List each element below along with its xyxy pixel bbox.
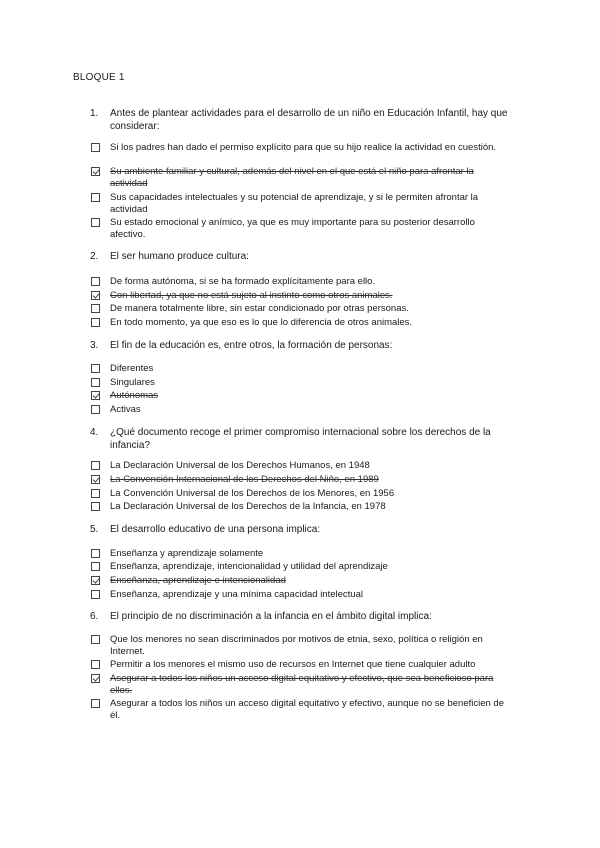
answer-option-text: La Convención Universal de los Derechos de los Menores, en 1956	[110, 488, 395, 499]
checkbox-icon[interactable]	[91, 549, 100, 558]
answer-option-text: Sus capacidades intelectuales y su potencial de aprendizaje, y si le permiten afrontar la actividad	[110, 192, 479, 215]
checkbox-icon[interactable]	[91, 304, 100, 313]
answer-option-text: Diferentes	[110, 363, 154, 374]
checkbox-icon[interactable]	[91, 489, 100, 498]
answer-option-text: Su ambiente familiar y cultural, además del nivel en el que está el niño para afrontar la actividad	[110, 166, 474, 189]
answer-option-text: Permitir a los menores el mismo uso de recursos en Internet que tiene cualquier adulto	[110, 659, 476, 670]
question-text: El principio de no discriminación a la infancia en el ámbito digital implica:	[110, 611, 432, 622]
answer-option-text: Enseñanza, aprendizaje e intencionalidad	[110, 575, 286, 586]
question-number: 6.	[90, 611, 99, 622]
answer-option-text: De forma autónoma, si se ha formado explícitamente para ello.	[110, 276, 376, 287]
checkbox-icon[interactable]	[91, 635, 100, 644]
question-number: 4.	[90, 427, 99, 438]
answer-option-text: La Declaración Universal de los Derechos de la Infancia, en 1978	[110, 501, 386, 512]
answer-option-text: De manera totalmente libre, sin estar condicionado por otras personas.	[110, 303, 409, 314]
checked-checkbox-icon[interactable]	[91, 391, 100, 400]
answer-option-text: Asegurar a todos los niños un acceso digital equitativo y efectivo, aunque no se beneficien de él.	[110, 698, 504, 721]
checkbox-icon[interactable]	[91, 562, 100, 571]
checkbox-icon[interactable]	[91, 502, 100, 511]
checked-checkbox-icon[interactable]	[91, 475, 100, 484]
checked-checkbox-icon[interactable]	[91, 576, 100, 585]
answer-option-text: La Declaración Universal de los Derechos Humanos, en 1948	[110, 460, 370, 471]
checkbox-icon[interactable]	[91, 660, 100, 669]
checkbox-icon[interactable]	[91, 364, 100, 373]
checkbox-icon[interactable]	[91, 405, 100, 414]
checkbox-icon[interactable]	[91, 378, 100, 387]
question-text: Antes de plantear actividades para el desarrollo de un niño en Educación Infantil, hay que considerar:	[110, 108, 508, 132]
checkbox-icon[interactable]	[91, 590, 100, 599]
answer-option-text: Que los menores no sean discriminados por motivos de etnia, sexo, política o religión en Internet.	[110, 634, 483, 657]
checkbox-icon[interactable]	[91, 461, 100, 470]
question-text: ¿Qué documento recoge el primer compromiso internacional sobre los derechos de la infancia?	[110, 427, 491, 451]
answer-option-text: Enseñanza, aprendizaje, intencionalidad y utilidad del aprendizaje	[110, 561, 388, 572]
checkbox-icon[interactable]	[91, 218, 100, 227]
checked-checkbox-icon[interactable]	[91, 167, 100, 176]
answer-option-text: Enseñanza y aprendizaje solamente	[110, 548, 264, 559]
answer-option-text: La Convención Internacional de los Derechos del Niño, en 1989	[110, 474, 379, 485]
checkbox-icon[interactable]	[91, 277, 100, 286]
question-number: 5.	[90, 524, 99, 535]
answer-option-text: Con libertad, ya que no está sujeto al instinto como otros animales.	[110, 290, 393, 301]
question-number: 1.	[90, 108, 99, 119]
answer-option-text: Su estado emocional y anímico, ya que es muy importante para su posterior desarrollo afectivo.	[110, 217, 475, 240]
question-number: 3.	[90, 340, 99, 351]
answer-option-text: Activas	[110, 404, 141, 415]
question-number: 2.	[90, 251, 99, 262]
answer-option-text: Si los padres han dado el permiso explícito para que su hijo realice la actividad en cuestión.	[110, 142, 497, 153]
checkbox-icon[interactable]	[91, 699, 100, 708]
checkbox-icon[interactable]	[91, 318, 100, 327]
checkbox-icon[interactable]	[91, 193, 100, 202]
answer-option-text: Asegurar a todos los niños un acceso digital equitativo y efectivo, que sea beneficioso para ellos.	[110, 673, 494, 696]
answer-option-text: En todo momento, ya que eso es lo que lo diferencia de otros animales.	[110, 317, 413, 328]
block-title: BLOQUE 1	[73, 72, 125, 83]
question-text: El desarrollo educativo de una persona implica:	[110, 524, 321, 535]
checked-checkbox-icon[interactable]	[91, 291, 100, 300]
checked-checkbox-icon[interactable]	[91, 674, 100, 683]
question-text: El ser humano produce cultura:	[110, 251, 249, 262]
answer-option-text: Enseñanza, aprendizaje y una mínima capacidad intelectual	[110, 589, 363, 600]
answer-option-text: Autónomas	[110, 390, 159, 401]
question-text: El fin de la educación es, entre otros, la formación de personas:	[110, 340, 393, 351]
checkbox-icon[interactable]	[91, 143, 100, 152]
answer-option-text: Singulares	[110, 377, 155, 388]
